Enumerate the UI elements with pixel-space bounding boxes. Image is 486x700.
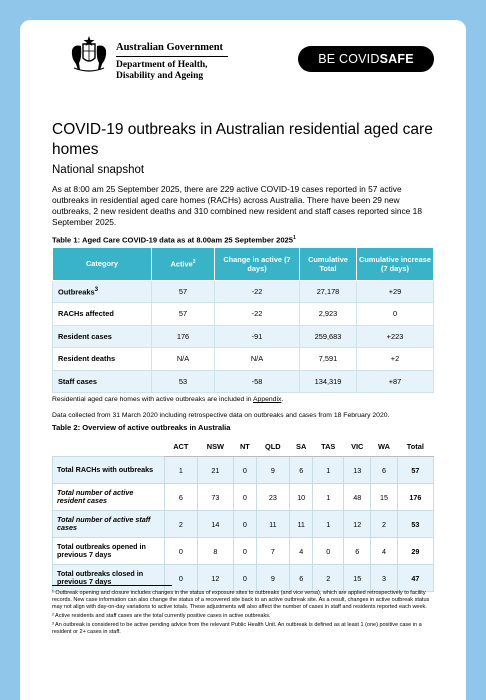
cell-change: -22 — [215, 303, 300, 326]
col-change: Change in active (7 days) — [215, 247, 300, 280]
logo-divider — [116, 56, 228, 57]
cell-tas: 2 — [313, 565, 344, 592]
note-prefix: Residential aged care homes with active outbreaks are included in — [52, 396, 254, 404]
cell-qld: 11 — [256, 511, 289, 538]
cell-qld: 9 — [256, 457, 289, 484]
cell-qld: 7 — [256, 538, 289, 565]
col-active-sup: 2 — [192, 258, 196, 265]
cell-increase: +2 — [357, 348, 434, 371]
cell-cumulative: 134,319 — [300, 370, 357, 393]
cell-total: 53 — [397, 511, 433, 538]
cell-cumulative: 259,683 — [300, 325, 357, 348]
cell-nt: 0 — [234, 511, 257, 538]
department-line-1: Department of Health, — [116, 60, 208, 70]
footnote-2: ² Active residents and staff cases are the total currently positive cases in active outbreaks. — [52, 613, 271, 619]
table1-caption — [52, 235, 434, 245]
footnote-rule — [52, 585, 172, 586]
cell-act: 0 — [165, 538, 198, 565]
page-subtitle: National snapshot — [52, 164, 145, 176]
footnote-1: ¹ Outbreak opening and closure includes changes in the status of exposure sites to outbreaks (and vice versa), which are applied retrospectively to facility records. New case information can also change the status of a recovered site back to an active outbreak site. As a result, changes in active outbreak status may not align with day-on-day variations to active totals. These adjustments will also affect the number of cases in staff and residents reported each week. — [52, 590, 430, 610]
cell-act: 0 — [165, 565, 198, 592]
col-blank — [53, 436, 165, 457]
note-suffix: . — [281, 396, 284, 404]
cell-wa: 15 — [371, 484, 397, 511]
col-sa: SA — [290, 436, 313, 457]
col-act: ACT — [165, 436, 198, 457]
row-label: Total number of active staff cases — [53, 511, 165, 538]
cell-wa: 3 — [371, 565, 397, 592]
table-row — [53, 348, 434, 371]
cell-active: 176 — [152, 325, 215, 348]
row-label: Total outbreaks opened in previous 7 days — [53, 538, 165, 565]
table-row — [53, 511, 434, 538]
row-category: Resident deaths — [53, 348, 152, 371]
cell-cumulative: 2,923 — [300, 303, 357, 326]
cell-nsw: 73 — [197, 484, 234, 511]
row-category: Staff cases — [53, 370, 152, 393]
page-header — [52, 20, 434, 84]
table-row — [53, 303, 434, 326]
covidsafe-badge — [298, 46, 434, 72]
col-active — [152, 247, 215, 280]
col-category: Category — [53, 247, 152, 280]
row-category: Resident cases — [53, 325, 152, 348]
appendix-link[interactable]: Appendix — [253, 396, 282, 404]
coat-of-arms-icon — [66, 34, 112, 74]
col-total: Total — [397, 436, 433, 457]
cell-change: -91 — [215, 325, 300, 348]
cell-sa: 10 — [290, 484, 313, 511]
cell-increase: +87 — [357, 370, 434, 393]
cell-nsw: 21 — [197, 457, 234, 484]
cell-tas: 1 — [313, 484, 344, 511]
category-sup: 3 — [94, 286, 98, 294]
row-label: Total outbreaks closed in previous 7 days — [53, 565, 165, 592]
cell-change: -22 — [215, 280, 300, 303]
cell-nsw: 12 — [197, 565, 234, 592]
cell-active: N/A — [152, 348, 215, 371]
cell-active: 57 — [152, 280, 215, 303]
col-nt: NT — [234, 436, 257, 457]
cell-sa: 4 — [290, 538, 313, 565]
cell-increase: 0 — [357, 303, 434, 326]
cell-nsw: 8 — [197, 538, 234, 565]
row-label: Total RACHs with outbreaks — [53, 457, 165, 484]
cell-total: 47 — [397, 565, 433, 592]
table-row — [53, 370, 434, 393]
table-row — [53, 325, 434, 348]
cell-increase: +29 — [357, 280, 434, 303]
cell-total: 57 — [397, 457, 433, 484]
table-row — [53, 538, 434, 565]
cell-change: N/A — [215, 348, 300, 371]
cell-nsw: 14 — [197, 511, 234, 538]
cell-total: 29 — [397, 538, 433, 565]
badge-prefix: BE COVID — [318, 52, 380, 66]
footnotes — [52, 585, 434, 638]
cell-nt: 0 — [234, 484, 257, 511]
row-category — [53, 280, 152, 303]
cell-sa: 11 — [290, 511, 313, 538]
appendix-note — [52, 395, 434, 404]
cell-sa: 6 — [290, 565, 313, 592]
cell-act: 1 — [165, 457, 198, 484]
cell-qld: 23 — [256, 484, 289, 511]
cell-vic: 6 — [344, 538, 371, 565]
cell-active: 53 — [152, 370, 215, 393]
aged-care-data-table — [52, 247, 434, 394]
cell-nt: 0 — [234, 457, 257, 484]
cell-vic: 12 — [344, 511, 371, 538]
table1-caption-text: Table 1: Aged Care COVID-19 data as at 8.00am 25 September 2025 — [52, 235, 293, 245]
government-name: Australian Government — [116, 42, 224, 53]
table2-caption: Table 2: Overview of active outbreaks in Australia — [52, 423, 231, 433]
cell-qld: 9 — [256, 565, 289, 592]
table1-caption-sup: 1 — [293, 235, 296, 241]
department-line-2: Disability and Ageing — [116, 71, 204, 81]
cell-act: 6 — [165, 484, 198, 511]
footnote-3: ³ An outbreak is considered to be active pending advice from the relevant Public Health Unit. An outbreak is defined as at least 1 (one) positive case in a resident or 2+ cases in staff. — [52, 622, 422, 635]
cell-change: -58 — [215, 370, 300, 393]
row-category: RACHs affected — [53, 303, 152, 326]
col-nsw: NSW — [197, 436, 234, 457]
cell-vic: 15 — [344, 565, 371, 592]
col-increase: Cumulative increase (7 days) — [357, 247, 434, 280]
col-active-label: Active — [170, 259, 193, 269]
cell-vic: 13 — [344, 457, 371, 484]
government-logo-text — [116, 42, 228, 82]
cell-tas: 1 — [313, 511, 344, 538]
cell-total: 176 — [397, 484, 433, 511]
col-tas: TAS — [313, 436, 344, 457]
cell-sa: 6 — [290, 457, 313, 484]
cell-nt: 0 — [234, 538, 257, 565]
cell-cumulative: 7,591 — [300, 348, 357, 371]
cell-cumulative: 27,178 — [300, 280, 357, 303]
col-qld: QLD — [256, 436, 289, 457]
data-collection-note: Data collected from 31 March 2020 including retrospective data on outbreaks and cases from 18 February 2020. — [52, 412, 390, 420]
cell-wa: 4 — [371, 538, 397, 565]
col-cumulative: Cumulative Total — [300, 247, 357, 280]
cell-nt: 0 — [234, 565, 257, 592]
cell-increase: +223 — [357, 325, 434, 348]
row-label: Total number of active resident cases — [53, 484, 165, 511]
cell-tas: 1 — [313, 457, 344, 484]
table1-header-row — [53, 247, 434, 280]
col-vic: VIC — [344, 436, 371, 457]
table2-header-row — [53, 436, 434, 457]
category-label: Outbreaks — [58, 287, 95, 297]
table-row — [53, 484, 434, 511]
page-title: COVID-19 outbreaks in Australian residential aged care homes — [52, 121, 433, 158]
cell-wa: 6 — [371, 457, 397, 484]
badge-suffix: SAFE — [379, 52, 414, 66]
col-wa: WA — [371, 436, 397, 457]
table-row — [53, 457, 434, 484]
cell-act: 2 — [165, 511, 198, 538]
cell-tas: 0 — [313, 538, 344, 565]
active-outbreaks-table — [52, 436, 434, 592]
cell-wa: 2 — [371, 511, 397, 538]
cell-active: 57 — [152, 303, 215, 326]
intro-paragraph: As at 8:00 am 25 September 2025, there are 229 active COVID-19 cases reported in 57 active outbreaks in residential aged care homes (RACHs) across Australia. There have been 29 new outbreaks, 2 new resident deaths and 310 combined new resident and staff cases reported since 18 September 2025. — [52, 184, 422, 227]
table-row — [53, 280, 434, 303]
cell-vic: 48 — [344, 484, 371, 511]
report-page — [20, 20, 466, 700]
